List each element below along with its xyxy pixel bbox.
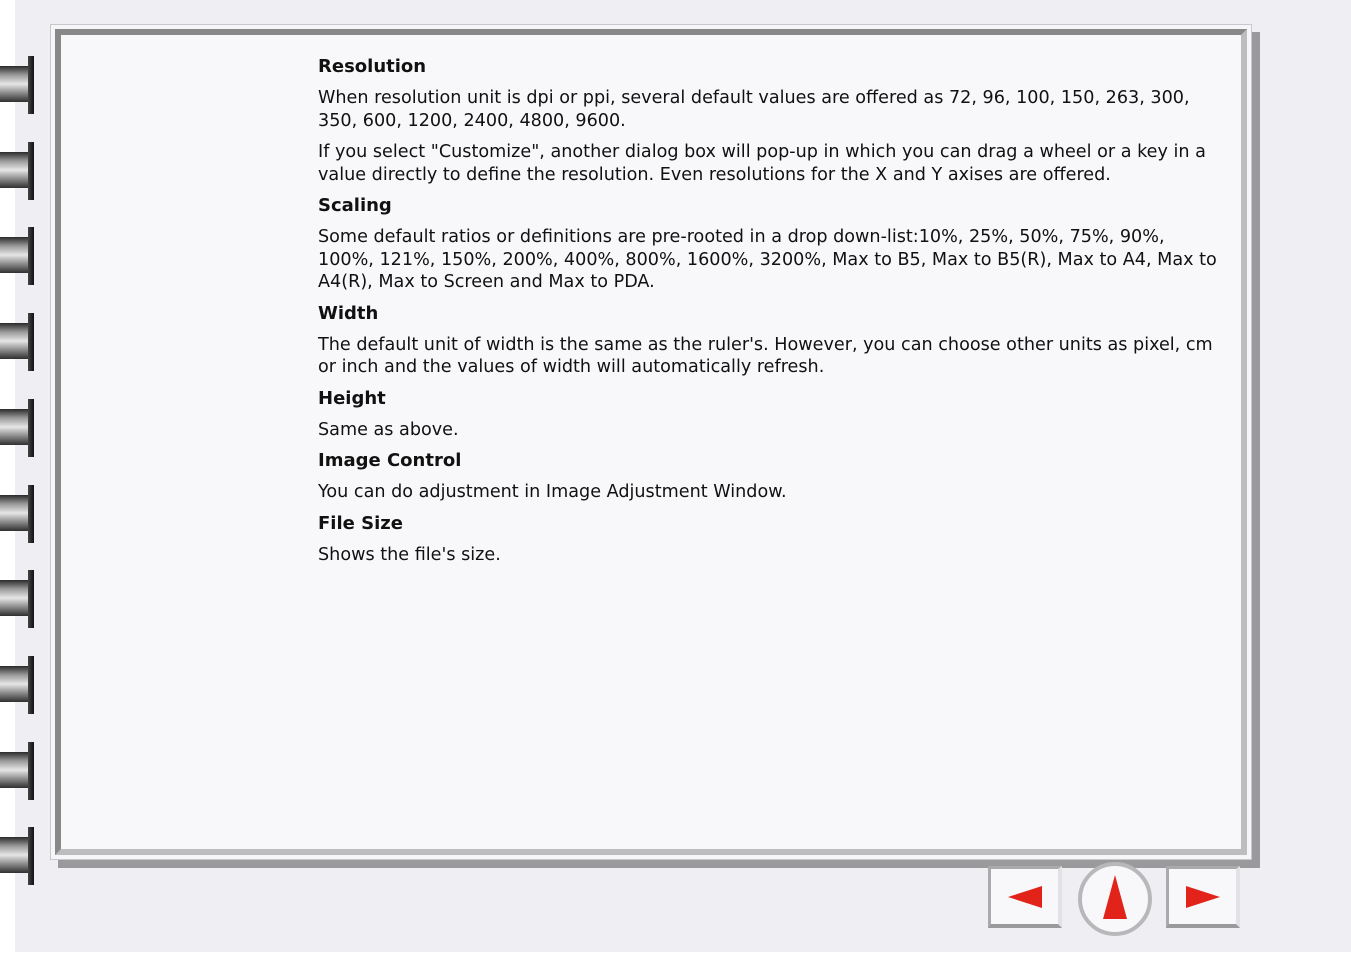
binder-ring — [0, 399, 34, 457]
binder-ring — [0, 827, 34, 885]
next-page-button[interactable] — [1166, 866, 1240, 928]
section-paragraph: Shows the file's size. — [318, 544, 501, 565]
section-paragraph: If you select "Customize", another dialog box will pop-up in which you can drag a wheel or a key in a value directly to define the resolution. Even resolutions for the X and Y axises are offered. — [318, 142, 1206, 185]
triangle-right-icon — [1186, 886, 1220, 908]
section-heading-height: Height — [318, 387, 386, 409]
section-heading-image-control: Image Control — [318, 450, 462, 471]
triangle-left-icon — [1008, 886, 1042, 908]
content-area — [318, 56, 1218, 575]
binder-ring — [0, 742, 34, 800]
section-heading-resolution: Resolution — [318, 56, 427, 77]
previous-page-button[interactable] — [988, 866, 1062, 928]
section-heading-file-size: File Size — [318, 512, 403, 534]
section-paragraph: You can do adjustment in Image Adjustment Window. — [318, 482, 787, 502]
section-paragraph: Same as above. — [318, 419, 459, 440]
binder-ring — [0, 656, 34, 714]
binder-ring — [0, 142, 34, 200]
section-heading-width: Width — [318, 302, 379, 324]
binder-ring — [0, 485, 34, 543]
triangle-up-icon — [1103, 875, 1127, 919]
binder-ring — [0, 313, 34, 371]
binder-ring — [0, 56, 34, 114]
section-paragraph: Some default ratios or definitions are pre-rooted in a drop down-list:10%, 25%, 50%, 75%, 90%, 100%, 121%, 150%, 200%, 400%, 800%, 1600%, 3200%, Max to B5, Max to B5(R), Max to A4, Max to A4(R), Max to Screen and Max to PDA. — [318, 227, 1217, 292]
binder-ring — [0, 570, 34, 628]
top-of-page-button[interactable] — [1078, 862, 1152, 936]
section-paragraph: The default unit of width is the same as the ruler's. However, you can choose other units as pixel, cm or inch and the values of width will automatically refresh. — [318, 334, 1213, 377]
section-heading-scaling: Scaling — [318, 195, 392, 216]
section-paragraph: When resolution unit is dpi or ppi, several default values are offered as 72, 96, 100, 150, 263, 300, 350, 600, 1200, 2400, 4800, 9600. — [318, 88, 1190, 131]
binder-ring — [0, 227, 34, 285]
